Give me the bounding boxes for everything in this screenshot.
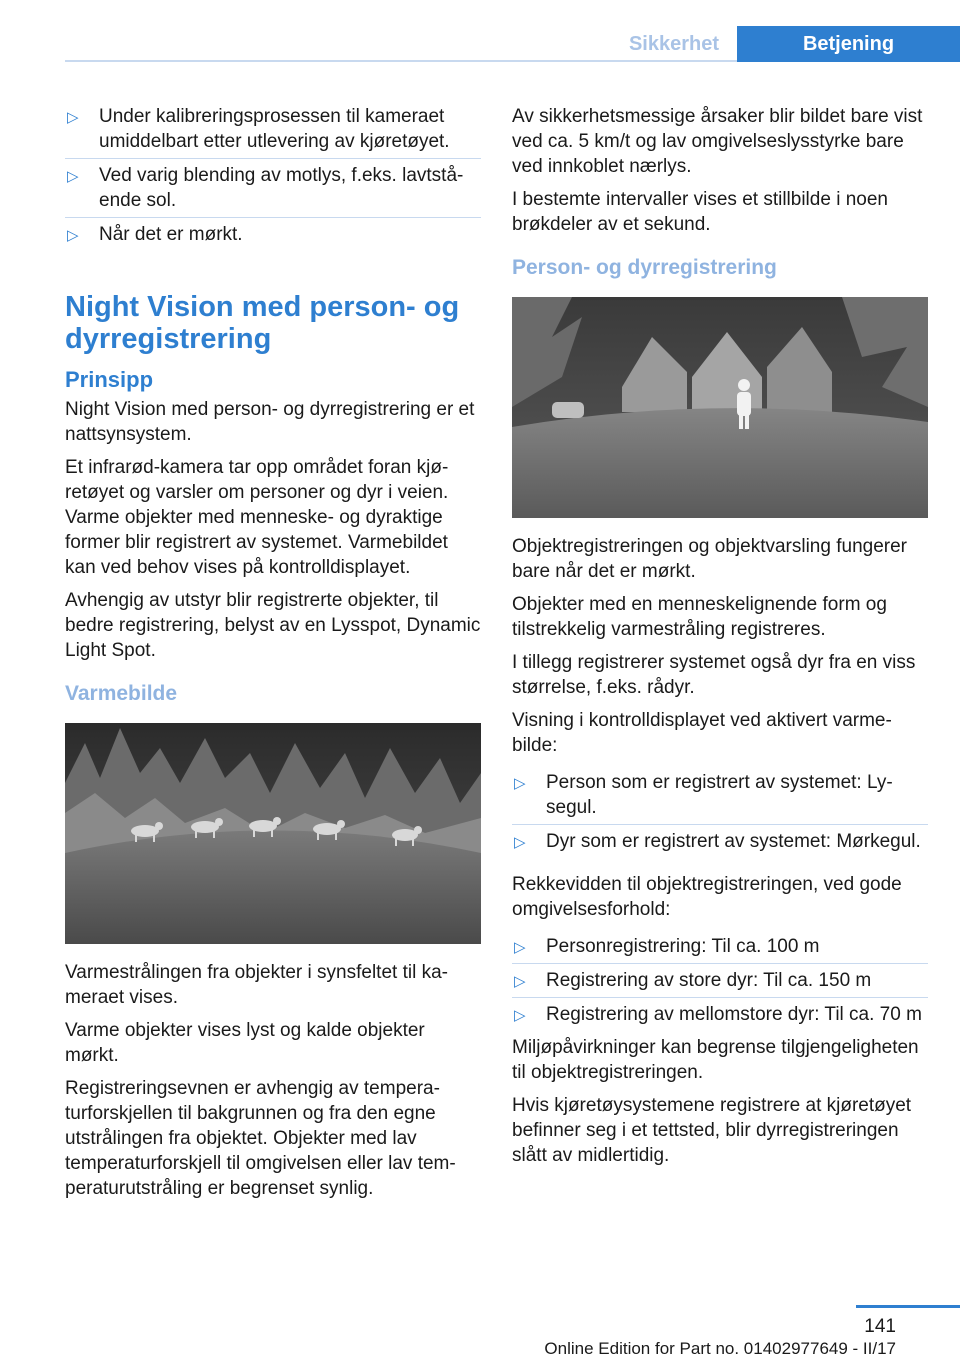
paragraph: Objektregistreringen og objektvarsling fungerer bare når det er mørkt. — [512, 536, 907, 582]
thermal-heading: Varmebilde — [65, 682, 178, 705]
list-item: ▷ Registrering av mellomstore dyr: Til ca. 70 m — [512, 998, 928, 1031]
thermal-image-person — [512, 297, 928, 518]
paragraph: Objekter med en menneskelignende form og tilstrekkelig varmestråling registreres. — [512, 594, 887, 640]
tab-betjening[interactable]: Betjening — [737, 26, 960, 62]
principle-heading: Prinsipp — [65, 367, 154, 392]
paragraph: Registreringsevnen er avhengig av temperaturforskjellen til bakgrunnen og fra den egne utstrålingen fra objektet. Objekter med lav temperaturforskjell til omgivelsen eller lav temperaturutstråling er begrenset synlig. — [65, 1078, 456, 1199]
triangle-bullet-icon: ▷ — [514, 939, 526, 956]
display-bullet-list — [512, 766, 928, 858]
paragraph: Visning i kontrolldisplayet ved aktivert varmebilde: — [512, 710, 892, 756]
edition-footer: Online Edition for Part no. 01402977649 - II/17 — [544, 1339, 896, 1358]
paragraph: Avhengig av utstyr blir registrerte objekter, til bedre registrering, belyst av en Lysspot, Dynamic Light Spot. — [65, 590, 481, 661]
triangle-bullet-icon: ▷ — [514, 775, 526, 792]
triangle-bullet-icon: ▷ — [514, 973, 526, 990]
list-item: ▷ Dyr som er registrert av systemet: Mørkegul. — [512, 825, 928, 858]
page-number: 141 — [864, 1316, 896, 1337]
triangle-bullet-icon: ▷ — [514, 834, 526, 851]
tab-sikkerhet[interactable]: Sikkerhet — [628, 33, 720, 55]
paragraph: Night Vision med person- og dyrregistrering er et nattsynsystem. — [65, 399, 475, 445]
list-item: ▷ Personregistrering: Til ca. 100 m — [512, 930, 928, 964]
triangle-bullet-icon: ▷ — [67, 168, 79, 185]
paragraph: Hvis kjøretøysystemene registrere at kjøretøyet befinner seg i et tettsted, blir dyrregistreringen slått av midlertidig. — [512, 1095, 912, 1166]
paragraph: Varme objekter vises lyst og kalde objekter mørkt. — [65, 1020, 425, 1066]
paragraph: Et infrarød-kamera tar opp området foran kjøretøyet og varsler om personer og dyr i veien. Varme objekter med menneske- og dyraktige former blir registrert av systemet. Varmebildet kan ved behov vises på kontrolldisplayet. — [65, 457, 449, 578]
triangle-bullet-icon: ▷ — [67, 109, 79, 126]
paragraph: I tillegg registrerer systemet også dyr fra en viss størrelse, f.eks. rådyr. — [512, 652, 916, 698]
list-item: ▷ Person som er registrert av systemet: Lysegul. — [512, 766, 928, 825]
car-silhouette — [552, 402, 584, 418]
paragraph: Av sikkerhetsmessige årsaker blir bildet bare vist ved ca. 5 km/t og lav omgivelseslysstyrke bare ved innkoblet nærlys. — [512, 106, 923, 177]
footer-rule — [856, 1305, 960, 1308]
paragraph: Varmestrålingen fra objekter i synsfeltet til kameraet vises. — [65, 962, 448, 1008]
calibration-bullet-list — [65, 100, 481, 251]
paragraph: I bestemte intervaller vises et stillbilde i noen brøkdeler av et sekund. — [512, 189, 888, 235]
list-item: ▷ Når det er mørkt. — [65, 218, 481, 251]
right-column — [512, 104, 928, 1176]
list-item: ▷ Under kalibreringsprosessen til kameraet umiddelbart etter utlevering av kjøretøyet. — [65, 100, 481, 159]
list-item: ▷ Registrering av store dyr: Til ca. 150 m — [512, 964, 928, 998]
triangle-bullet-icon: ▷ — [67, 227, 79, 244]
paragraph: Rekkevidden til objektregistreringen, ved gode omgivelsesforhold: — [512, 874, 902, 920]
left-column — [65, 100, 481, 1209]
list-item: ▷ Ved varig blending av motlys, f.eks. lavtstående sol. — [65, 159, 481, 218]
paragraph: Miljøpåvirkninger kan begrense tilgjengeligheten til objektregistreringen. — [512, 1037, 919, 1083]
section-title: Night Vision med person- og dyrregistrering — [65, 291, 460, 355]
range-bullet-list — [512, 930, 928, 1031]
detection-heading: Person- og dyrregistrering — [512, 256, 777, 279]
thermal-image-animals — [65, 723, 481, 944]
triangle-bullet-icon: ▷ — [514, 1007, 526, 1024]
